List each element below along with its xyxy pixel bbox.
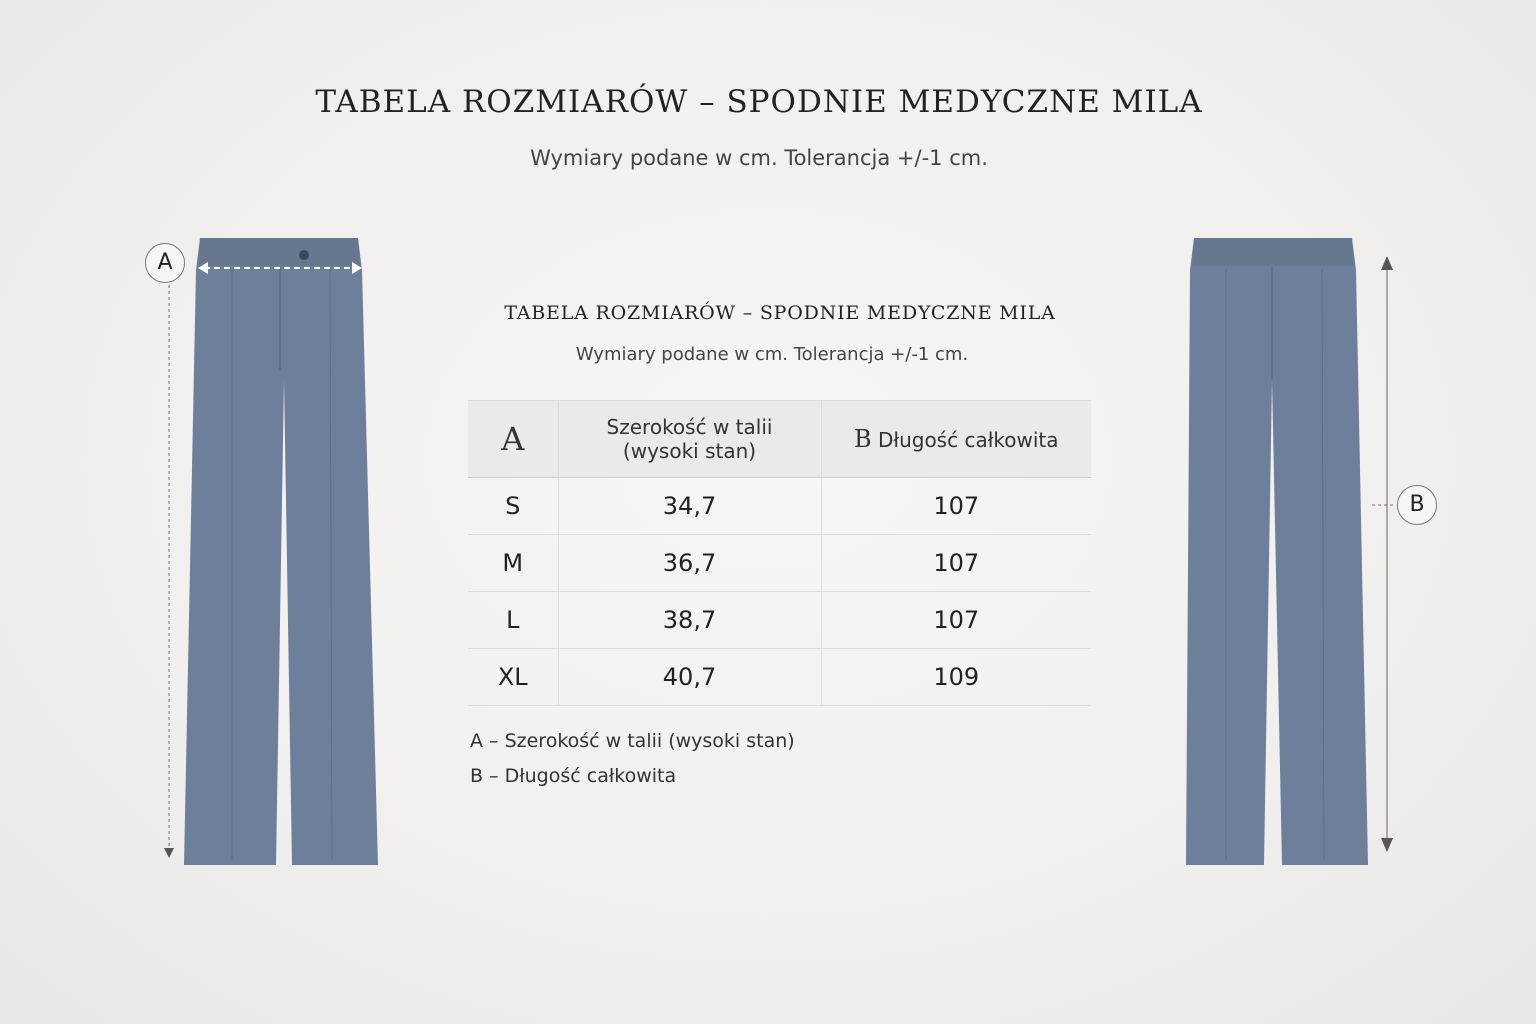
cell-length: 109 bbox=[821, 649, 1091, 706]
cell-waist: 40,7 bbox=[558, 649, 821, 706]
cell-length: 107 bbox=[821, 535, 1091, 592]
header-letter-b: B bbox=[853, 425, 872, 453]
cell-waist: 38,7 bbox=[558, 592, 821, 649]
page-title: TABELA ROZMIARÓW – SPODNIE MEDYCZNE MILA bbox=[315, 84, 1203, 120]
header-waist bbox=[558, 401, 821, 478]
cell-size: S bbox=[468, 478, 558, 535]
cell-length: 107 bbox=[821, 478, 1091, 535]
pants-front-illustration bbox=[140, 230, 400, 870]
table-row bbox=[468, 478, 1091, 535]
table-title: TABELA ROZMIARÓW – SPODNIE MEDYCZNE MILA bbox=[504, 302, 1056, 324]
cell-length: 107 bbox=[821, 592, 1091, 649]
pants-back-illustration bbox=[1160, 230, 1420, 870]
table-row bbox=[468, 592, 1091, 649]
cell-waist: 34,7 bbox=[558, 478, 821, 535]
header-waist-line1: Szerokość w talii bbox=[606, 415, 773, 439]
size-table bbox=[468, 400, 1091, 706]
header-length-label: Długość całkowita bbox=[877, 428, 1059, 452]
legend-a: A – Szerokość w talii (wysoki stan) bbox=[470, 730, 795, 752]
table-header-row bbox=[468, 401, 1091, 478]
marker-a: A bbox=[145, 243, 185, 283]
header-letter-a: A bbox=[501, 420, 525, 458]
page-subtitle: Wymiary podane w cm. Tolerancja +/-1 cm. bbox=[530, 146, 988, 170]
header-size bbox=[468, 401, 558, 478]
marker-b: B bbox=[1397, 485, 1437, 525]
cell-size: XL bbox=[468, 649, 558, 706]
cell-size: M bbox=[468, 535, 558, 592]
cell-size: L bbox=[468, 592, 558, 649]
legend-b: B – Długość całkowita bbox=[470, 765, 677, 787]
header-waist-line2: (wysoki stan) bbox=[622, 439, 757, 463]
header-length bbox=[821, 401, 1091, 478]
table-row bbox=[468, 535, 1091, 592]
table-row bbox=[468, 649, 1091, 706]
cell-waist: 36,7 bbox=[558, 535, 821, 592]
table-subtitle: Wymiary podane w cm. Tolerancja +/-1 cm. bbox=[575, 344, 969, 365]
